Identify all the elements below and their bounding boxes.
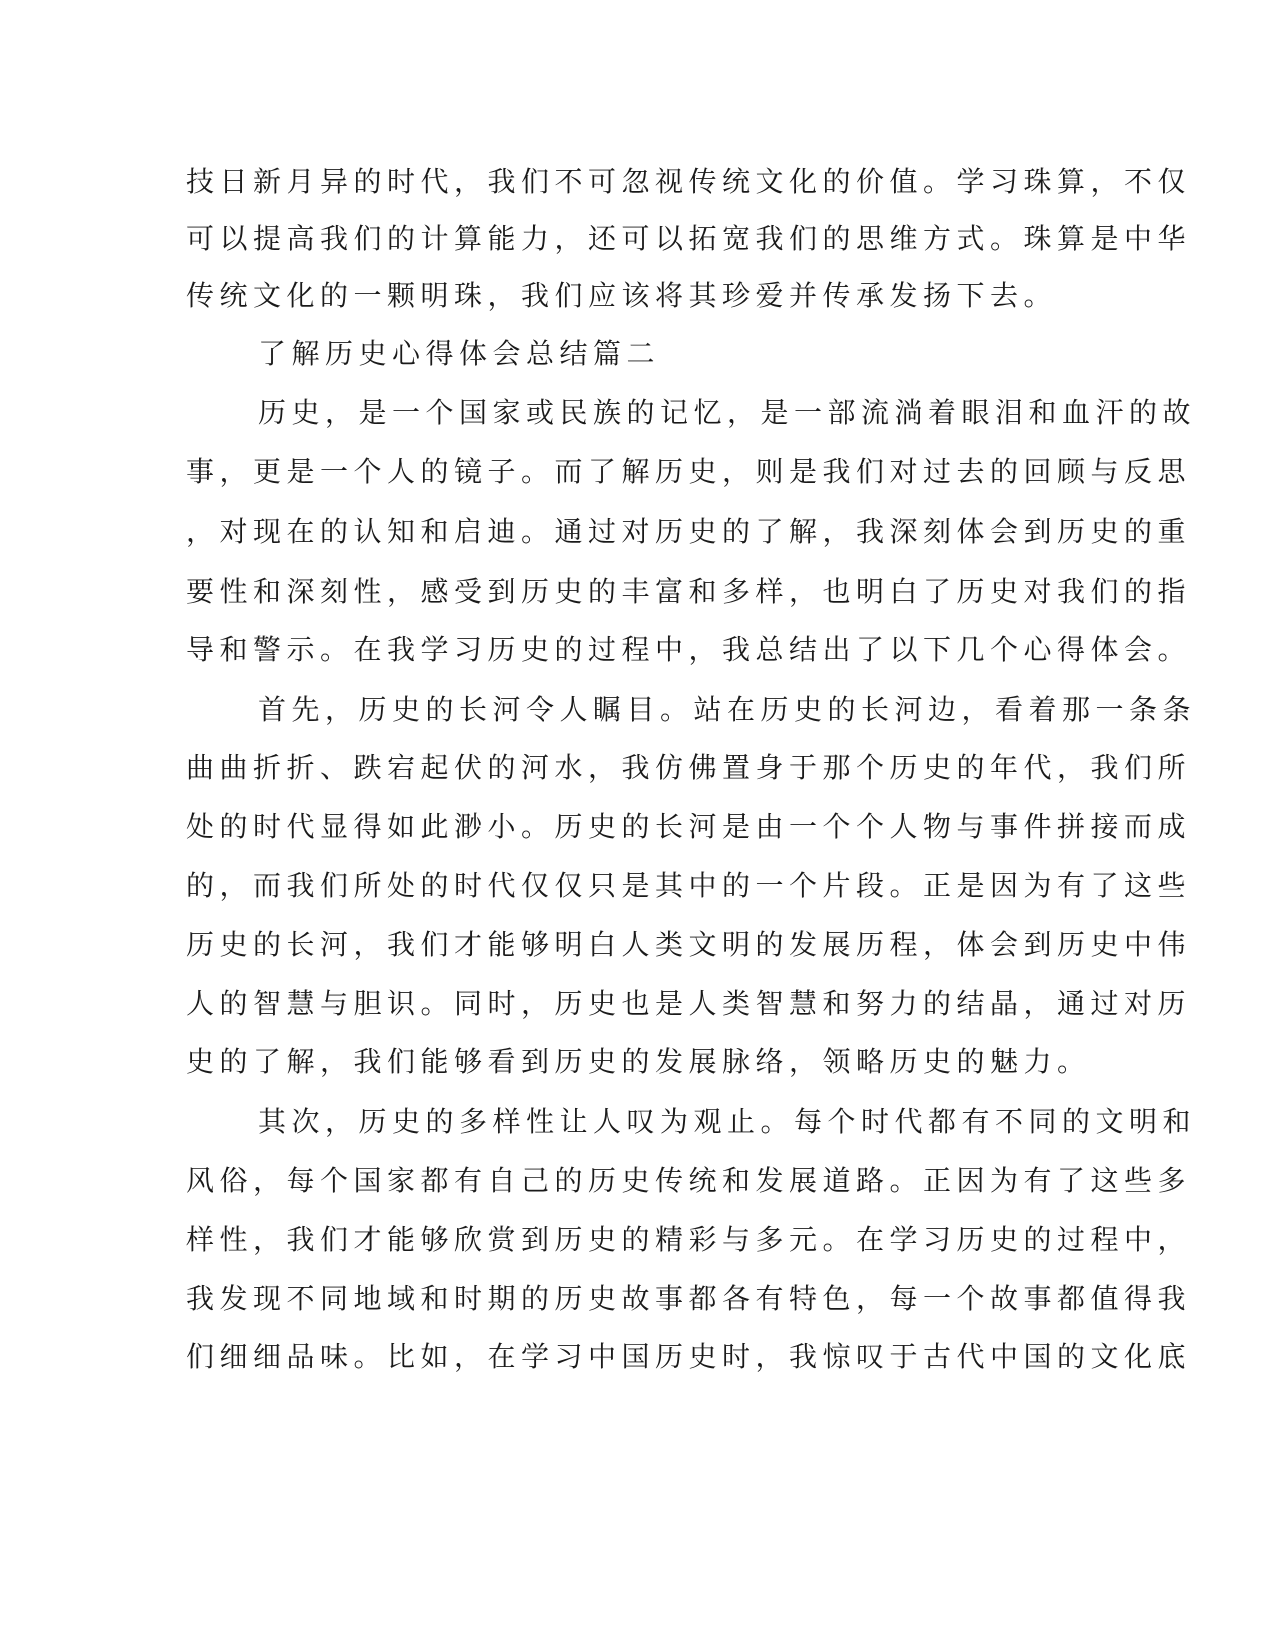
text-line: 事，更是一个人的镜子。而了解历史，则是我们对过去的回顾与反思: [186, 455, 1192, 488]
text-line: 首先，历史的长河令人瞩目。站在历史的长河边，看着那一条条: [258, 693, 1197, 726]
text-line: 其次，历史的多样性让人叹为观止。每个时代都有不同的文明和: [258, 1105, 1197, 1138]
text-line: 史的了解，我们能够看到历史的发展脉络，领略历史的魅力。: [186, 1045, 1091, 1078]
text-line: ，对现在的认知和启迪。通过对历史的了解，我深刻体会到历史的重: [186, 515, 1192, 548]
text-line: 可以提高我们的计算能力，还可以拓宽我们的思维方式。珠算是中华: [186, 222, 1192, 255]
text-line: 人的智慧与胆识。同时，历史也是人类智慧和努力的结晶，通过对历: [186, 987, 1192, 1020]
text-line: 历史的长河，我们才能够明白人类文明的发展历程，体会到历史中伟: [186, 928, 1192, 961]
text-line: 处的时代显得如此渺小。历史的长河是由一个个人物与事件拼接而成: [186, 810, 1192, 843]
text-line: 要性和深刻性，感受到历史的丰富和多样，也明白了历史对我们的指: [186, 575, 1192, 608]
text-line: 技日新月异的时代，我们不可忽视传统文化的价值。学习珠算，不仅: [186, 165, 1192, 198]
text-line: 样性，我们才能够欣赏到历史的精彩与多元。在学习历史的过程中，: [186, 1223, 1192, 1256]
section-heading: 了解历史心得体会总结篇二: [258, 337, 661, 370]
text-line: 们细细品味。比如，在学习中国历史时，我惊叹于古代中国的文化底: [186, 1340, 1192, 1373]
text-line: 我发现不同地域和时期的历史故事都各有特色，每一个故事都值得我: [186, 1282, 1192, 1315]
text-line: 导和警示。在我学习历史的过程中，我总结出了以下几个心得体会。: [186, 633, 1192, 666]
text-line: 风俗，每个国家都有自己的历史传统和发展道路。正因为有了这些多: [186, 1164, 1192, 1197]
text-line: 的，而我们所处的时代仅仅只是其中的一个片段。正是因为有了这些: [186, 869, 1192, 902]
text-line: 曲曲折折、跌宕起伏的河水，我仿佛置身于那个历史的年代，我们所: [186, 751, 1192, 784]
text-line: 历史，是一个国家或民族的记忆，是一部流淌着眼泪和血汗的故: [258, 396, 1197, 429]
text-line: 传统文化的一颗明珠，我们应该将其珍爱并传承发扬下去。: [186, 279, 1058, 312]
